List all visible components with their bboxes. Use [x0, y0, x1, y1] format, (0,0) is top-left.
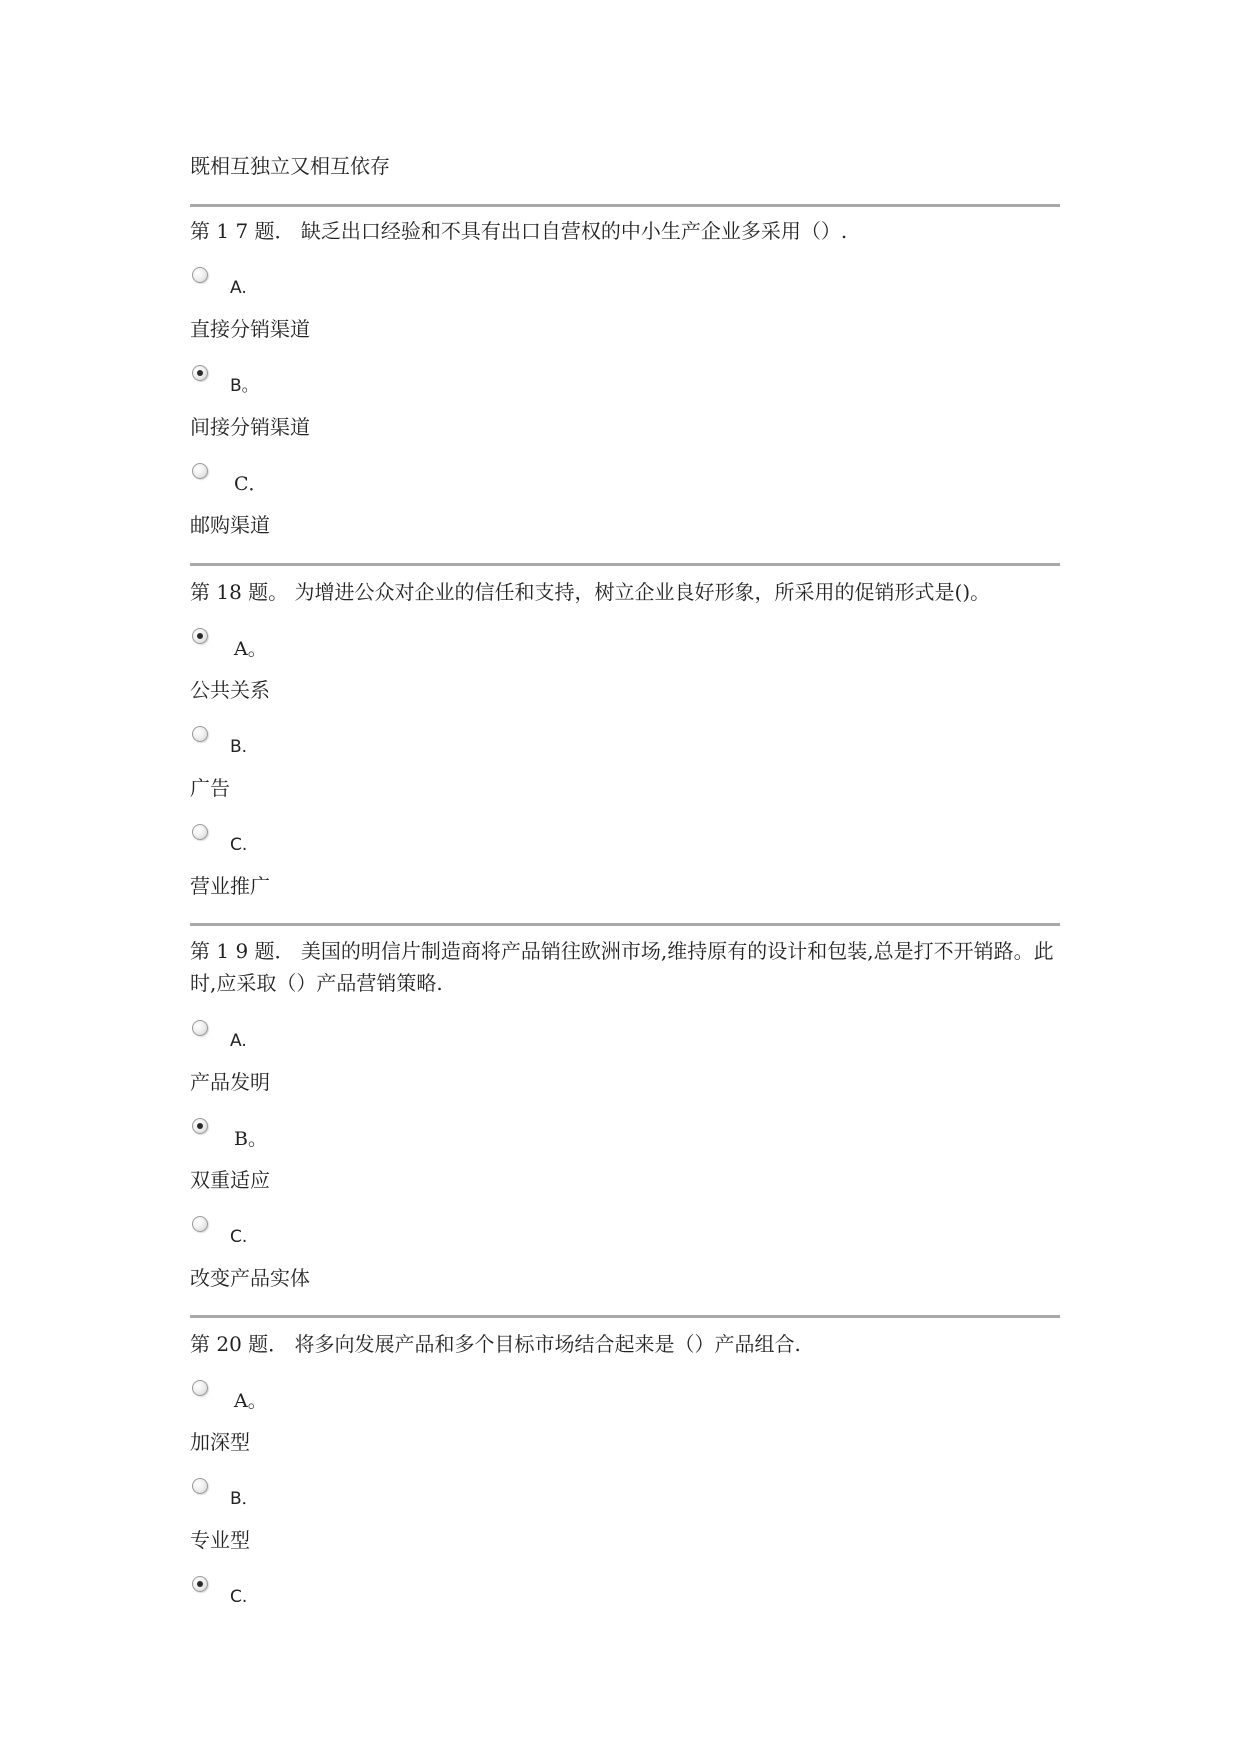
- q19-option-b-text: 双重适应: [190, 1168, 270, 1192]
- q18-option-b-text: 广告: [190, 776, 230, 800]
- q18-option-c-letter: C.: [230, 835, 248, 855]
- q19-option-b-letter: B。: [234, 1128, 267, 1150]
- q18-option-a-letter: A。: [234, 638, 267, 660]
- q20-option-a-letter: A。: [234, 1390, 267, 1412]
- question-18-text: 第 18 题。 为增进公众对企业的信任和支持，树立企业良好形象，所采用的促销形式是()。: [190, 580, 991, 604]
- q17-option-b-letter: B。: [230, 376, 259, 396]
- q20-option-b-radio[interactable]: [192, 1478, 208, 1494]
- question-19-text: 第 1 9 题． 美国的明信片制造商将产品销往欧洲市场,维持原有的设计和包装,总是打不开销路。此时,应采取（）产品营销策略.: [190, 939, 1054, 995]
- q17-option-a-letter: A.: [230, 278, 247, 298]
- q19-option-a-text: 产品发明: [190, 1070, 270, 1094]
- question-divider: [190, 563, 1060, 566]
- q20-option-b-text: 专业型: [190, 1528, 250, 1552]
- q17-option-b-radio[interactable]: [192, 365, 208, 381]
- q18-option-a-text: 公共关系: [190, 678, 270, 702]
- q17-option-c-radio[interactable]: [192, 463, 208, 479]
- q18-option-b-letter: B.: [230, 737, 248, 757]
- q18-option-c-radio[interactable]: [192, 824, 208, 840]
- q17-option-c-letter: C．: [234, 473, 268, 495]
- q19-option-a-letter: A.: [230, 1031, 247, 1051]
- q20-option-c-letter: C.: [230, 1587, 248, 1607]
- q20-option-b-letter: B．: [230, 1489, 259, 1509]
- q19-option-c-letter: C.: [230, 1227, 248, 1247]
- q20-option-c-radio[interactable]: [192, 1576, 208, 1592]
- q18-option-b-radio[interactable]: [192, 726, 208, 742]
- q17-option-a-text: 直接分销渠道: [190, 317, 310, 341]
- question-divider: [190, 1315, 1060, 1318]
- q17-option-a-radio[interactable]: [192, 267, 208, 283]
- question-divider: [190, 923, 1060, 926]
- q19-option-b-radio[interactable]: [192, 1118, 208, 1134]
- q17-option-c-text: 邮购渠道: [190, 513, 270, 537]
- q20-option-a-text: 加深型: [190, 1430, 250, 1454]
- question-20-text: 第 20 题． 将多向发展产品和多个目标市场结合起来是（）产品组合.: [190, 1332, 801, 1356]
- q18-option-c-text: 营业推广: [190, 874, 270, 898]
- previous-answer-text: 既相互独立又相互依存: [190, 154, 390, 178]
- q19-option-a-radio[interactable]: [192, 1020, 208, 1036]
- q18-option-a-radio[interactable]: [192, 628, 208, 644]
- question-divider: [190, 204, 1060, 207]
- q17-option-b-text: 间接分销渠道: [190, 415, 310, 439]
- q19-option-c-text: 改变产品实体: [190, 1266, 310, 1290]
- q19-option-c-radio[interactable]: [192, 1216, 208, 1232]
- q20-option-a-radio[interactable]: [192, 1380, 208, 1396]
- question-17-text: 第 1 7 题． 缺乏出口经验和不具有出口自营权的中小生产企业多采用（）.: [190, 219, 848, 243]
